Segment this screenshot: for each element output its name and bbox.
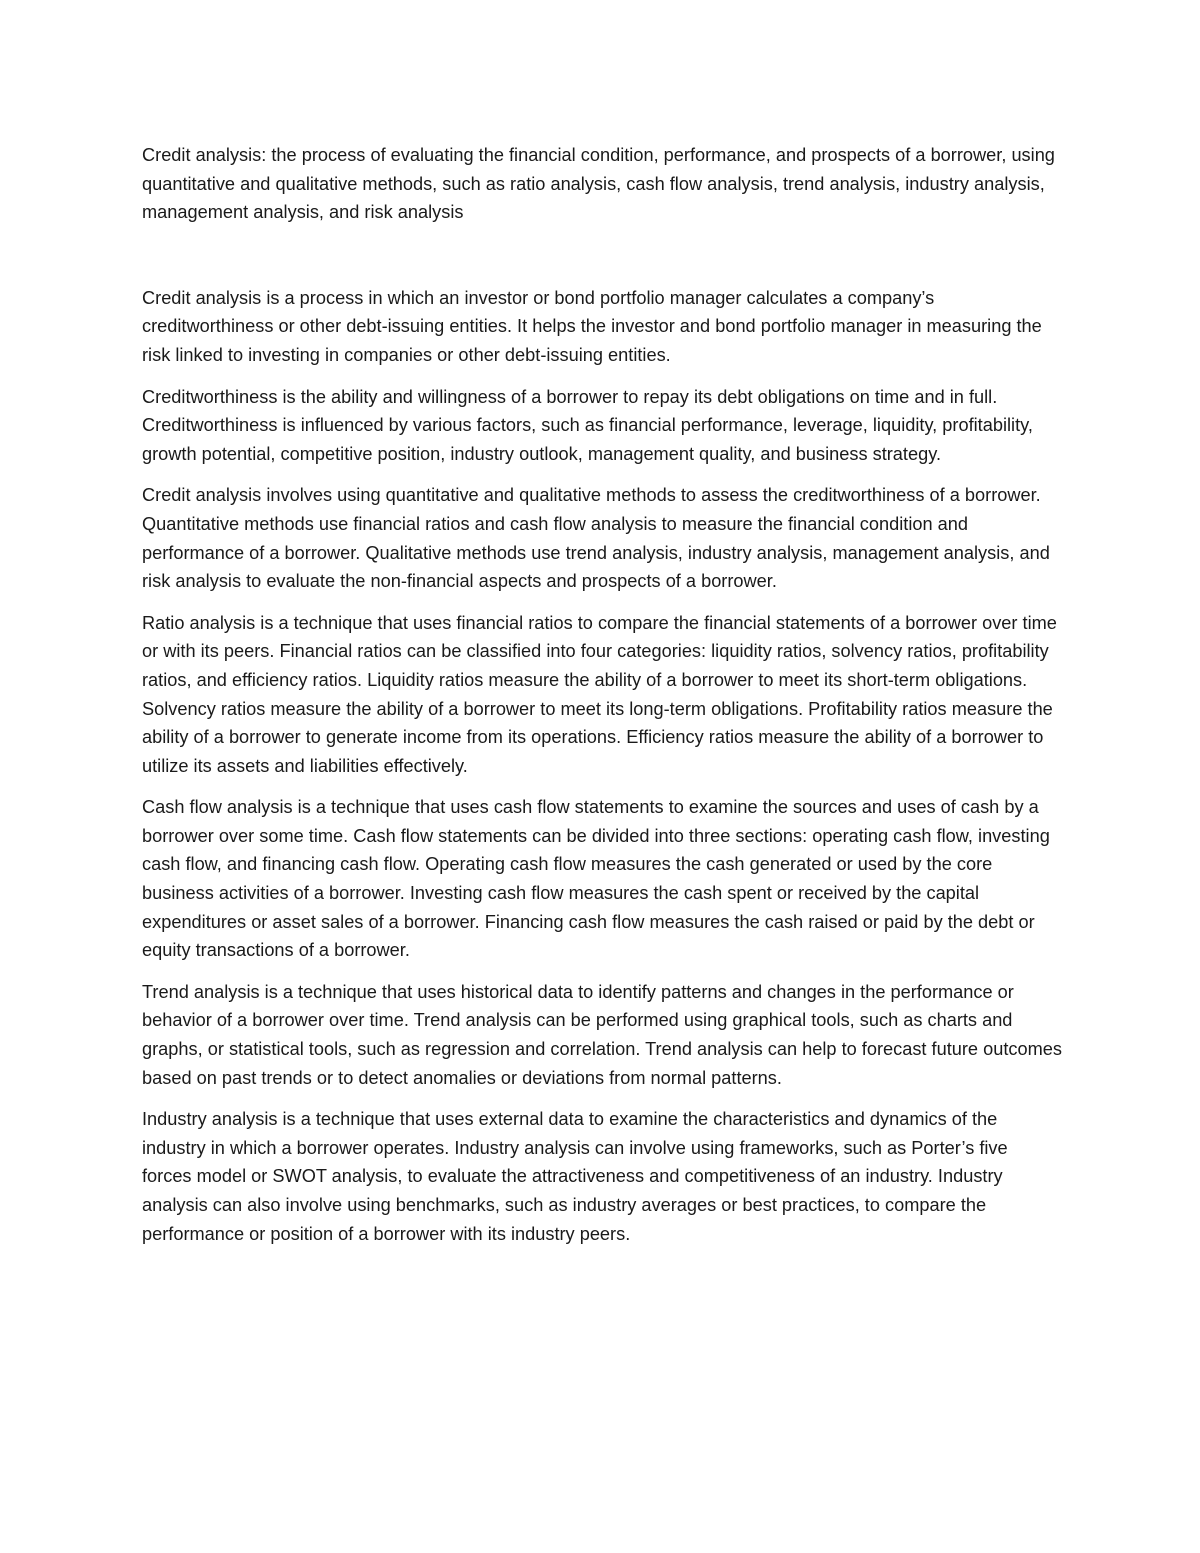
paragraph-quantitative-qualitative-methods: Credit analysis involves using quantitative and qualitative methods to assess the creditworthiness of a borrower. Quantitative methods use financial ratios and cash flow analysis to measure the financial condition and performance of a borrower. Qualitative methods use trend analysis, industry analysis, management analysis, and risk analysis to evaluate the non-financial aspects and prospects of a borrower. <box>142 485 1050 592</box>
paragraph-cash-flow-analysis: Cash flow analysis is a technique that uses cash flow statements to examine the sources and uses of cash by a borrower over some time. Cash flow statements can be divided into three sections: operating cash flow, investing cash flow, and financing cash flow. Operating cash flow measures the cash generated or used by the core business activities of a borrower. Investing cash flow measures the cash spent or received by the capital expenditures or asset sales of a borrower. Financing cash flow measures the cash raised or paid by the debt or equity transactions of a borrower. <box>142 797 1050 961</box>
document-body <box>142 141 1062 1261</box>
paragraph-credit-analysis-definition: Credit analysis: the process of evaluating the financial condition, performance, and prospects of a borrower, using quantitative and qualitative methods, such as ratio analysis, cash flow analysis, trend analysis, industry analysis, management analysis, and risk analysis <box>142 145 1055 223</box>
paragraph-ratio-analysis: Ratio analysis is a technique that uses financial ratios to compare the financial statements of a borrower over time or with its peers. Financial ratios can be classified into four categories: liquidity ratios, solvency ratios, profitability ratios, and efficiency ratios. Liquidity ratios measure the ability of a borrower to meet its short-term obligations. Solvency ratios measure the ability of a borrower to meet its long-term obligations. Profitability ratios measure the ability of a borrower to generate income from its operations. Efficiency ratios measure the ability of a borrower to utilize its assets and liabilities effectively. <box>142 612 1057 776</box>
paragraph-credit-analysis-process: Credit analysis is a process in which an investor or bond portfolio manager calculates a company’s creditworthiness or other debt-issuing entities. It helps the investor and bond portfolio manager in measuring the risk linked to investing in companies or other debt-issuing entities. <box>142 287 1042 365</box>
paragraph-creditworthiness: Creditworthiness is the ability and willingness of a borrower to repay its debt obligations on time and in full. Creditworthiness is influenced by various factors, such as financial performance, leverage, liquidity, profitability, growth potential, competitive position, industry outlook, management quality, and business strategy. <box>142 386 1033 464</box>
paragraph-industry-analysis: Industry analysis is a technique that uses external data to examine the characteristics and dynamics of the industry in which a borrower operates. Industry analysis can involve using frameworks, such as Porter’s five forces model or SWOT analysis, to evaluate the attractiveness and competitiveness of an industry. Industry analysis can also involve using benchmarks, such as industry averages or best practices, to compare the performance or position of a borrower with its industry peers. <box>142 1109 1008 1244</box>
paragraph-trend-analysis: Trend analysis is a technique that uses historical data to identify patterns and changes in the performance or behavior of a borrower over time. Trend analysis can be performed using graphical tools, such as charts and graphs, or statistical tools, such as regression and correlation. Trend analysis can help to forecast future outcomes based on past trends or to detect anomalies or deviations from normal patterns. <box>142 981 1062 1088</box>
